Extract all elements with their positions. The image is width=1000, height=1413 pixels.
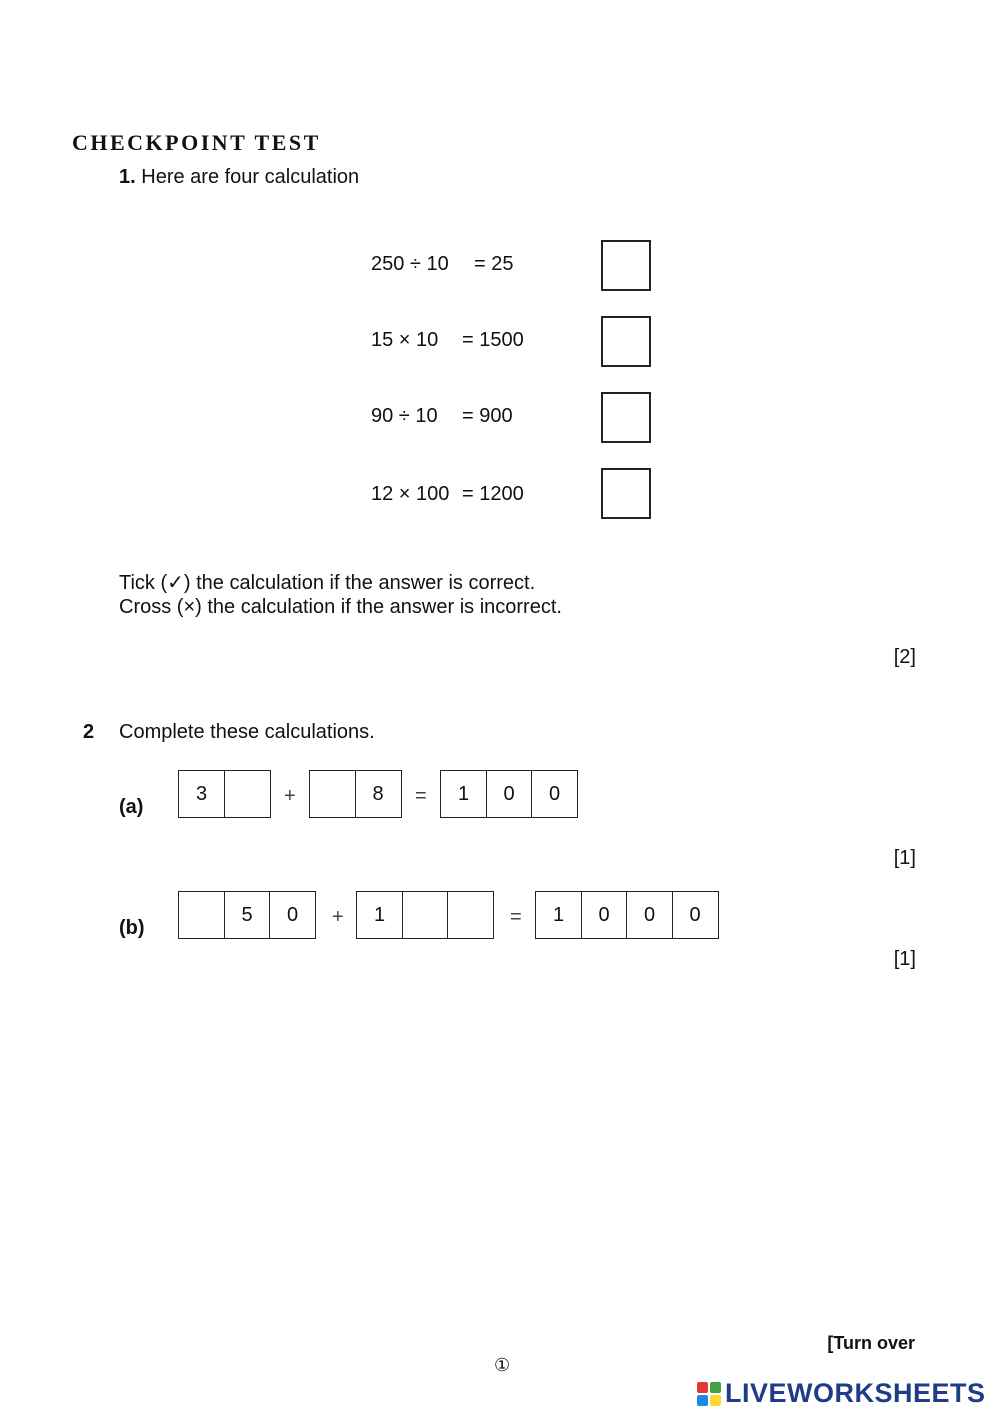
q2b-term2-digit-2-field[interactable] — [403, 892, 448, 938]
q2a-term2-digit-1-input[interactable] — [309, 770, 356, 818]
q2a-term2 — [309, 770, 402, 818]
q2a-term2-digit-1-field[interactable] — [310, 771, 355, 817]
q2b-result — [535, 891, 719, 939]
q2a-term1-digit-1: 3 — [178, 770, 225, 818]
liveworksheets-logo-icon — [697, 1382, 721, 1406]
q2b-result-digit-2: 0 — [581, 891, 628, 939]
q1-answer-box-4[interactable] — [601, 468, 651, 519]
q2b-result-digit-4: 0 — [672, 891, 719, 939]
q2a-label: (a) — [119, 796, 144, 818]
q2b-term1-digit-1-input[interactable] — [178, 891, 225, 939]
page-title: CHECKPOINT TEST — [72, 130, 321, 155]
q1-calc-3 — [371, 405, 513, 428]
q1-answer-box-2[interactable] — [601, 316, 651, 367]
q1-calc-3-result: = 900 — [462, 405, 513, 427]
q2b-term1-digit-3: 0 — [269, 891, 316, 939]
logo-square-4 — [710, 1395, 721, 1406]
liveworksheets-brand[interactable] — [697, 1378, 986, 1409]
q2a-equals-sign: = — [415, 785, 427, 807]
logo-square-1 — [697, 1382, 708, 1393]
q2b-term2-digit-3-input[interactable] — [447, 891, 494, 939]
q2b-term2-digit-1: 1 — [356, 891, 403, 939]
q2a-result-digit-2: 0 — [486, 770, 533, 818]
q1-calc-1-expr: 250 ÷ 10 — [371, 253, 449, 275]
q2b-equals-sign: = — [510, 906, 522, 928]
q2a-result-digit-1: 1 — [440, 770, 487, 818]
q2b-marks: [1] — [893, 948, 916, 970]
q1-calc-2-result: = 1500 — [462, 329, 524, 351]
logo-square-3 — [697, 1395, 708, 1406]
q1-calc-1 — [371, 253, 514, 276]
q2b-term1-digit-1-field[interactable] — [179, 892, 224, 938]
q2-number: 2 — [83, 721, 95, 743]
q2b-result-digit-3: 0 — [626, 891, 673, 939]
q2b-result-digit-1: 1 — [535, 891, 582, 939]
q2b-term2-digit-2-input[interactable] — [402, 891, 449, 939]
q2a-result — [440, 770, 578, 818]
turn-over-note: [Turn over — [827, 1333, 915, 1353]
q2b-term2-digit-3-field[interactable] — [448, 892, 493, 938]
q1-number: 1. — [119, 166, 136, 188]
q2b-term2 — [356, 891, 494, 939]
q1-answer-box-3[interactable] — [601, 392, 651, 443]
q2a-plus-sign: + — [284, 785, 296, 807]
q2b-term1 — [178, 891, 316, 939]
q1-header — [119, 166, 359, 189]
q2a-marks: [1] — [893, 847, 916, 869]
q2a-result-digit-3: 0 — [531, 770, 578, 818]
q1-calc-2 — [371, 329, 524, 352]
q1-marks: [2] — [893, 646, 916, 668]
q1-calc-4 — [371, 483, 524, 506]
q2a-term2-digit-2: 8 — [355, 770, 402, 818]
q1-calc-2-expr: 15 × 10 — [371, 329, 439, 351]
liveworksheets-wordmark: LIVEWORKSHEETS — [725, 1378, 986, 1408]
q1-answer-box-1[interactable] — [601, 240, 651, 291]
q2-header — [83, 721, 375, 744]
q1-instruction-tick: Tick (✓) the calculation if the answer is correct. — [119, 572, 536, 594]
q2b-term1-digit-2: 5 — [224, 891, 271, 939]
q1-instruction-cross: Cross (×) the calculation if the answer is incorrect. — [119, 596, 562, 618]
page-number: ① — [494, 1355, 511, 1375]
q1-calc-4-result: = 1200 — [462, 483, 524, 505]
q2-intro: Complete these calculations. — [119, 721, 375, 743]
q1-calc-4-expr: 12 × 100 — [371, 483, 450, 505]
q2b-label: (b) — [119, 917, 145, 939]
q2a-term1 — [178, 770, 271, 818]
q2a-term1-digit-2-field[interactable] — [225, 771, 270, 817]
q2b-plus-sign: + — [332, 906, 344, 928]
q2a-term1-digit-2-input[interactable] — [224, 770, 271, 818]
q1-intro: Here are four calculation — [141, 166, 360, 188]
logo-square-2 — [710, 1382, 721, 1393]
q1-calc-1-result: = 25 — [474, 253, 514, 275]
q1-calc-3-expr: 90 ÷ 10 — [371, 405, 438, 427]
